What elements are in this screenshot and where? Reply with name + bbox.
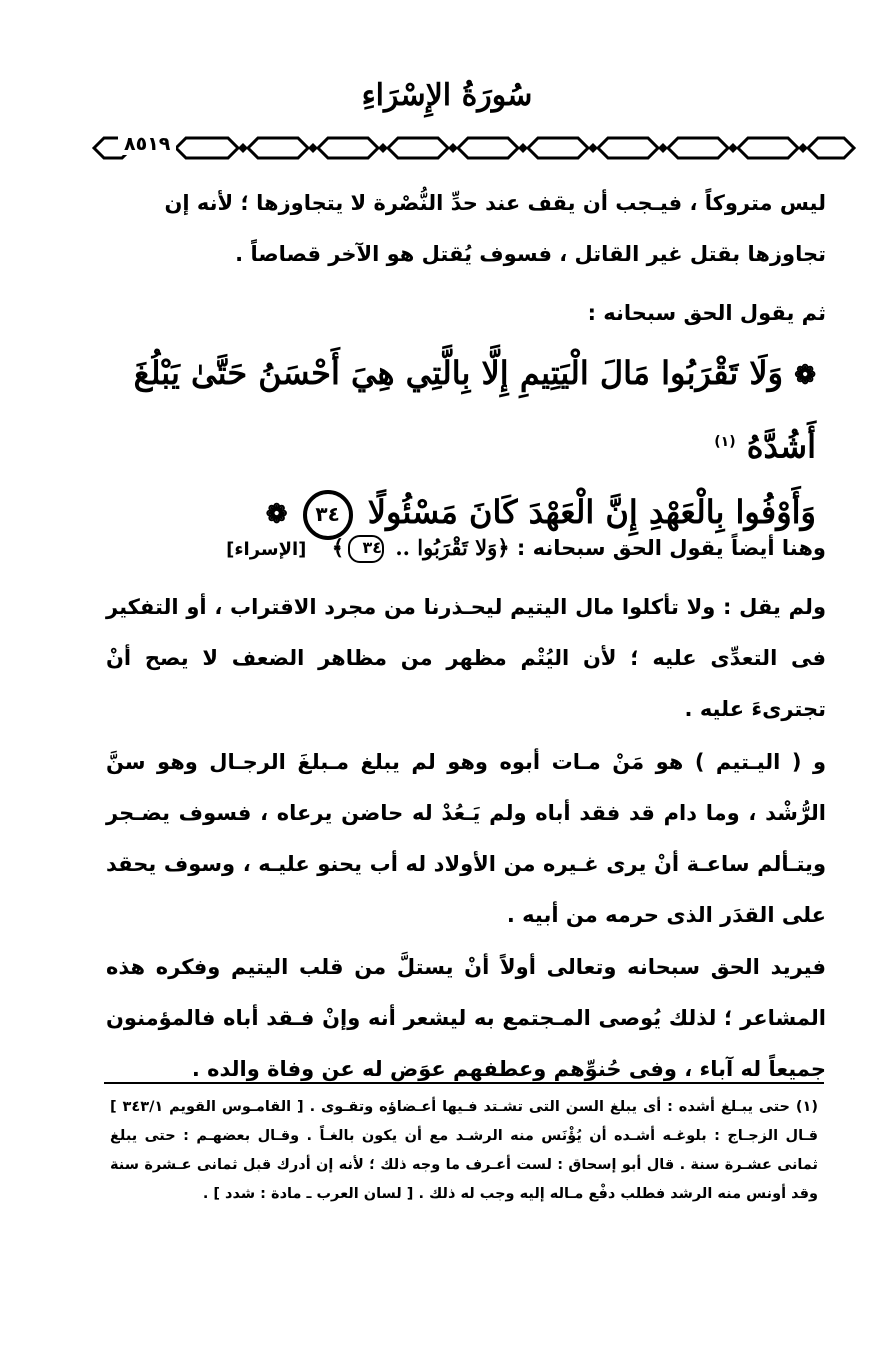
reference-intro: وهنا أيضاً يقول الحق سبحانه : — [516, 536, 826, 560]
paragraph-1-line-1: ليس متروكاً ، فيـجب أن يقف عند حدِّ النُّصْرة لا يتجاوزها ؛ لأنه إن — [164, 191, 826, 215]
paragraph-6: و ( اليـتيم ) هو مَنْ مـات أبوه وهو لم يبلغ مـبلغَ الرجـال وهو سنَّ الرُّشْد ، وما دام قد فقد أباه ولم يَـعُدْ له حاضن يرعاه ، فسوف يضـجر ويتـألم ساعـة أنْ يرى غـيره من الأولاد له أب يحنو عليـه ، وسوف يحقد على القدَر الذى حرمه من أبيه . — [106, 750, 826, 927]
verse-start-ornament-icon: ❁ — [794, 360, 816, 391]
page-number: ٨٥١٩ — [118, 133, 176, 155]
quran-verse — [76, 340, 816, 548]
inline-ayah-marker: ٣٤ — [348, 535, 384, 563]
paragraph-1-line-2: تجاوزها بقتل غير القاتل ، فسوف يُقتل هو الآخر قصاصاً . — [235, 242, 826, 266]
verse-text-line-1: وَلَا تَقْرَبُوا مَالَ الْيَتِيمِ إِلَّا بِالَّتِي هِيَ أَحْسَنُ حَتَّىٰ يَبْلُغَ أَشُدَّهُ — [133, 354, 816, 466]
ayah-number-marker: ٣٤ — [303, 490, 353, 540]
verse-text-line-2: وَأَوْفُوا بِالْعَهْدِ إِنَّ الْعَهْدَ كَانَ مَسْئُولًا — [367, 493, 816, 532]
paragraph-7: فيريد الحق سبحانه وتعالى أولاً أنْ يستلَّ من قلب اليتيم وفكره هذه المشاعر ؛ لذلك يُوصى المـجتمع به ليشعر أنه وإنْ فـقد أباه فالمؤمنون جميعاً له آباء ، وفى حُنوِّهم وعطفهم عوَض له عن وفاة والده . — [106, 955, 826, 1081]
ornamental-border — [92, 133, 858, 163]
surah-title: سُورَةُ الإِسْرَاءِ — [361, 78, 533, 113]
quran-verse-line-1 — [76, 340, 816, 479]
surah-reference: [الإسراء] — [226, 539, 307, 560]
paragraph-1 — [106, 178, 826, 280]
footnotes: (١) حتى يبـلغ أشده : أى يبلغ السن التى تشـتد فـيها أعـضاؤه وتقـوى . [ القامـوس القويم ٣٤٣/١ ] قـال الزجـاج : بلوغـه أشـده أن يُؤْنَس منه الرشـد مع أن يكون بالغـاً . وقـال بعضهـم : حتى يبلغ ثمانى عشـرة سنة . قال أبو إسحاق : لست أعـرف ما وجه ذلك ؛ لأنه إن أدرك قبل ثمانى عـشرة سنة وقد أونس منه الرشد فطلب دفْع مـاله إليه وجب له ذلك . [ لسان العرب ـ مادة : شدد ] . — [110, 1099, 818, 1202]
verse-end-ornament-icon: ❁ — [265, 499, 288, 530]
footnote-divider — [104, 1082, 824, 1084]
inline-quote-open: ﴿ — [497, 535, 510, 560]
paragraph-4 — [106, 522, 826, 575]
footnote-reference: (١) — [714, 433, 736, 450]
inline-quote-close: ﴾ — [331, 535, 345, 560]
inline-quote: وَلا تَقْرَبُوا .. — [395, 535, 498, 560]
paragraph-5: ولم يقل : ولا تأكلوا مال اليتيم ليحـذرنا من مجرد الاقتراب ، أو التفكير فى التعدِّى عليه ؛ لأن اليُتْم مظهر من مظاهر الضعف لا يصح أنْ تجترىءَ عليه . — [106, 595, 826, 721]
paragraph-2: ثم يقول الحق سبحانه : — [587, 301, 826, 325]
